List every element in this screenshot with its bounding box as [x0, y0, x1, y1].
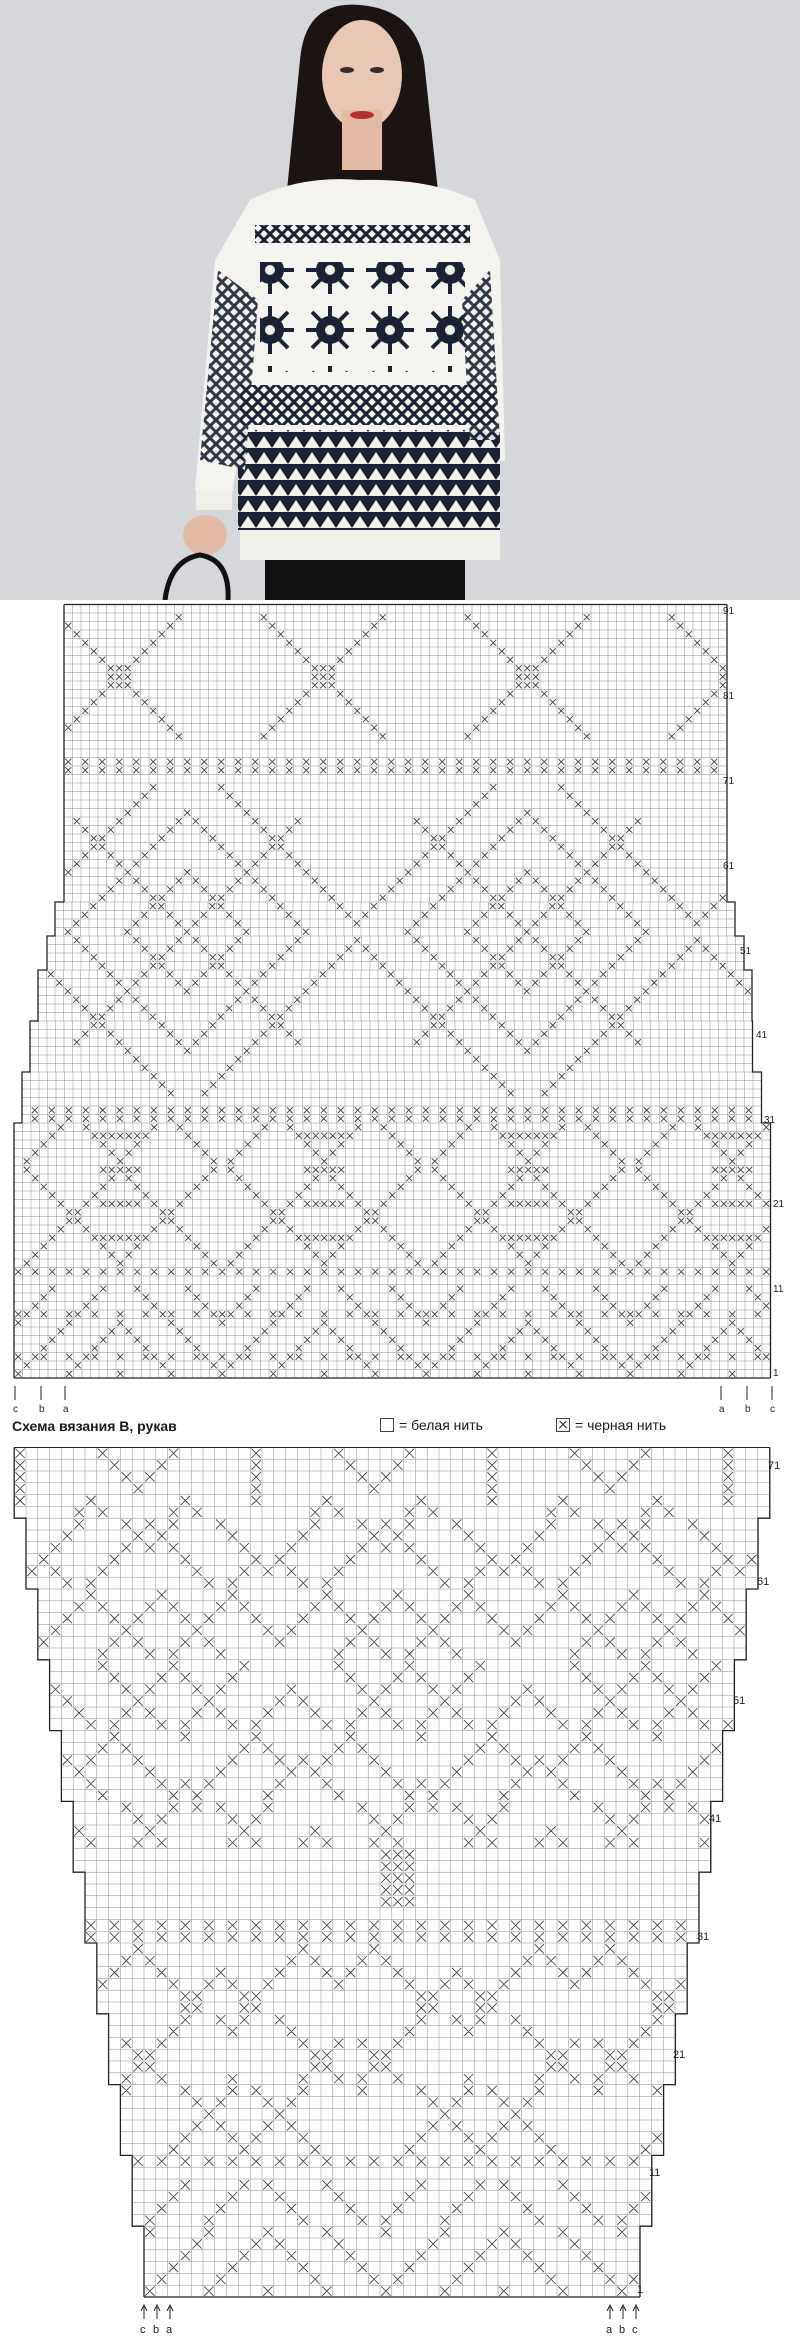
stitch-label-b-right: b: [745, 1404, 751, 1415]
row-marker-71: 71: [723, 776, 735, 787]
legend-white-yarn: [380, 1417, 483, 1433]
stitch-label-c-left: c: [13, 1404, 18, 1415]
stitch-label-b-left: b: [39, 1404, 45, 1415]
sleeve-row-marker-21: 21: [673, 2049, 686, 2061]
row-marker-11: 11: [773, 1284, 784, 1295]
row-marker-61: 61: [723, 861, 735, 872]
row-marker-41: 41: [756, 1030, 768, 1041]
sleeve-stitch-label-b-left: b: [153, 2324, 160, 2336]
sleeve-knitting-chart: [0, 1447, 800, 2349]
row-marker-81: 81: [723, 691, 735, 702]
body-knitting-chart: [0, 600, 800, 1420]
sleeve-row-marker-31: 31: [697, 1931, 710, 1943]
legend-row: [0, 1407, 800, 1447]
legend-white-label: = белая нить: [399, 1417, 483, 1433]
row-marker-31: 31: [764, 1115, 776, 1126]
row-marker-91: 91: [723, 606, 735, 617]
stitch-label-a-left: a: [63, 1404, 69, 1415]
stitch-label-a-right: a: [719, 1404, 725, 1415]
sleeve-stitch-label-a-left: a: [166, 2324, 173, 2336]
sleeve-stitch-markers-right: [606, 2305, 639, 2336]
legend-black-label: = черная нить: [575, 1417, 667, 1433]
sleeve-row-marker-1: 1: [637, 2284, 644, 2296]
sleeve-stitch-label-c-right: c: [632, 2324, 638, 2336]
row-marker-21: 21: [773, 1199, 785, 1210]
cross-square-icon: [556, 1418, 570, 1432]
sleeve-row-marker-41: 41: [709, 1813, 722, 1825]
sleeve-stitch-label-a-right: a: [606, 2324, 613, 2336]
row-marker-51: 51: [740, 946, 752, 957]
sleeve-stitch-markers-left: [140, 2305, 173, 2336]
white-square-icon: [380, 1418, 394, 1432]
stitch-label-c-right: c: [770, 1404, 775, 1415]
model-photo: [0, 0, 800, 600]
sleeve-stitch-label-b-right: b: [619, 2324, 626, 2336]
sleeve-row-marker-71: 71: [768, 1460, 781, 1472]
sleeve-row-marker-61: 61: [757, 1576, 770, 1588]
sleeve-row-marker-51: 51: [733, 1695, 746, 1707]
sleeve-chart-title: Схема вязания В, рукав: [12, 1418, 177, 1434]
legend-black-yarn: [556, 1417, 666, 1433]
sleeve-row-marker-11: 11: [649, 2167, 661, 2179]
row-marker-1: 1: [773, 1368, 779, 1379]
sleeve-stitch-label-c-left: c: [140, 2324, 146, 2336]
